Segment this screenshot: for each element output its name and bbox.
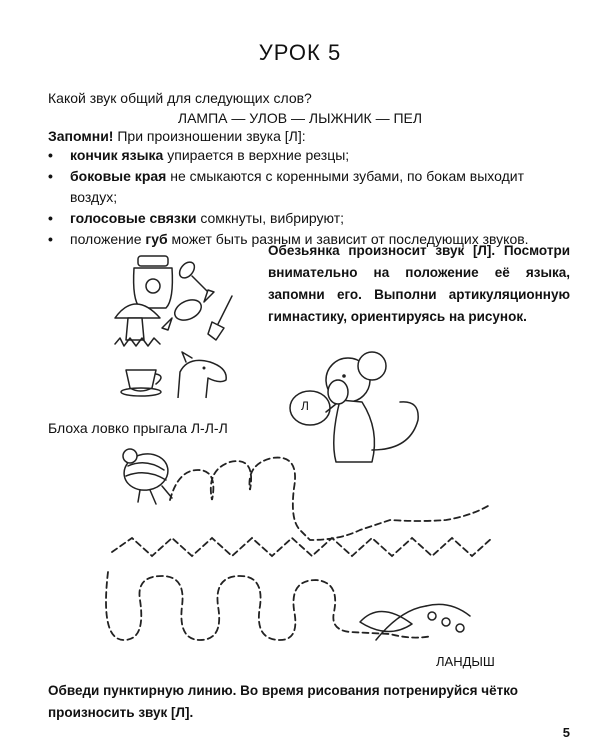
- bullet-bold: губ: [145, 231, 168, 247]
- horse-icon: [178, 352, 226, 398]
- bullet-bold: голосовые связки: [70, 210, 197, 226]
- dashed-loop-path: [170, 458, 488, 540]
- bullet-bold: боковые края: [70, 168, 167, 184]
- mushroom-icon: [115, 304, 160, 346]
- bullet-bold: кончик языка: [70, 147, 164, 163]
- bullet-pre: положение: [70, 231, 146, 247]
- lesson-title: УРОК 5: [258, 40, 342, 65]
- flower-label: ЛАНДЫШ: [436, 654, 495, 669]
- remember-text: При произношении звука [Л]:: [113, 128, 306, 144]
- dashed-zigzag-path: [112, 538, 492, 556]
- monkey-instruction: Обезьянка произносит звук [Л]. Посмотри внимательно на положение её языка, запомни его. Выполни артикуляционную гимнастику, ориентируясь на рисунок.: [268, 243, 570, 324]
- bullet-text: может быть разным и зависит от последующих звуков.: [167, 231, 529, 247]
- remember-label: Запомни!: [48, 128, 114, 144]
- tracing-instruction: Обведи пунктирную линию. Во время рисования потренируйся чётко произносить звук [Л].: [48, 683, 519, 720]
- monkey-icon: [326, 352, 418, 462]
- speech-bubble-text: Л: [301, 399, 309, 413]
- question-text: Какой звук общий для следующих слов?: [48, 90, 312, 106]
- jar-icon: [134, 256, 173, 308]
- page-number: 5: [562, 725, 570, 740]
- words-list: ЛАМПА — УЛОВ — ЛЫЖНИК — ПЕЛ: [177, 110, 423, 126]
- flea-phrase: Блоха ловко прыгала Л-Л-Л: [48, 420, 228, 436]
- bullet-text: сомкнуты, вибрируют;: [196, 210, 345, 226]
- spoon-icon: [177, 259, 208, 292]
- cup-icon: [121, 370, 161, 396]
- shovel-icon: [208, 296, 232, 340]
- bullet-text: упирается в верхние резцы;: [163, 147, 350, 163]
- flea-icon: [121, 449, 172, 504]
- lily-of-the-valley-icon: [360, 604, 470, 640]
- bullet-text: не смыкаются с коренными зубами, по бокам выходит воздух;: [70, 168, 524, 205]
